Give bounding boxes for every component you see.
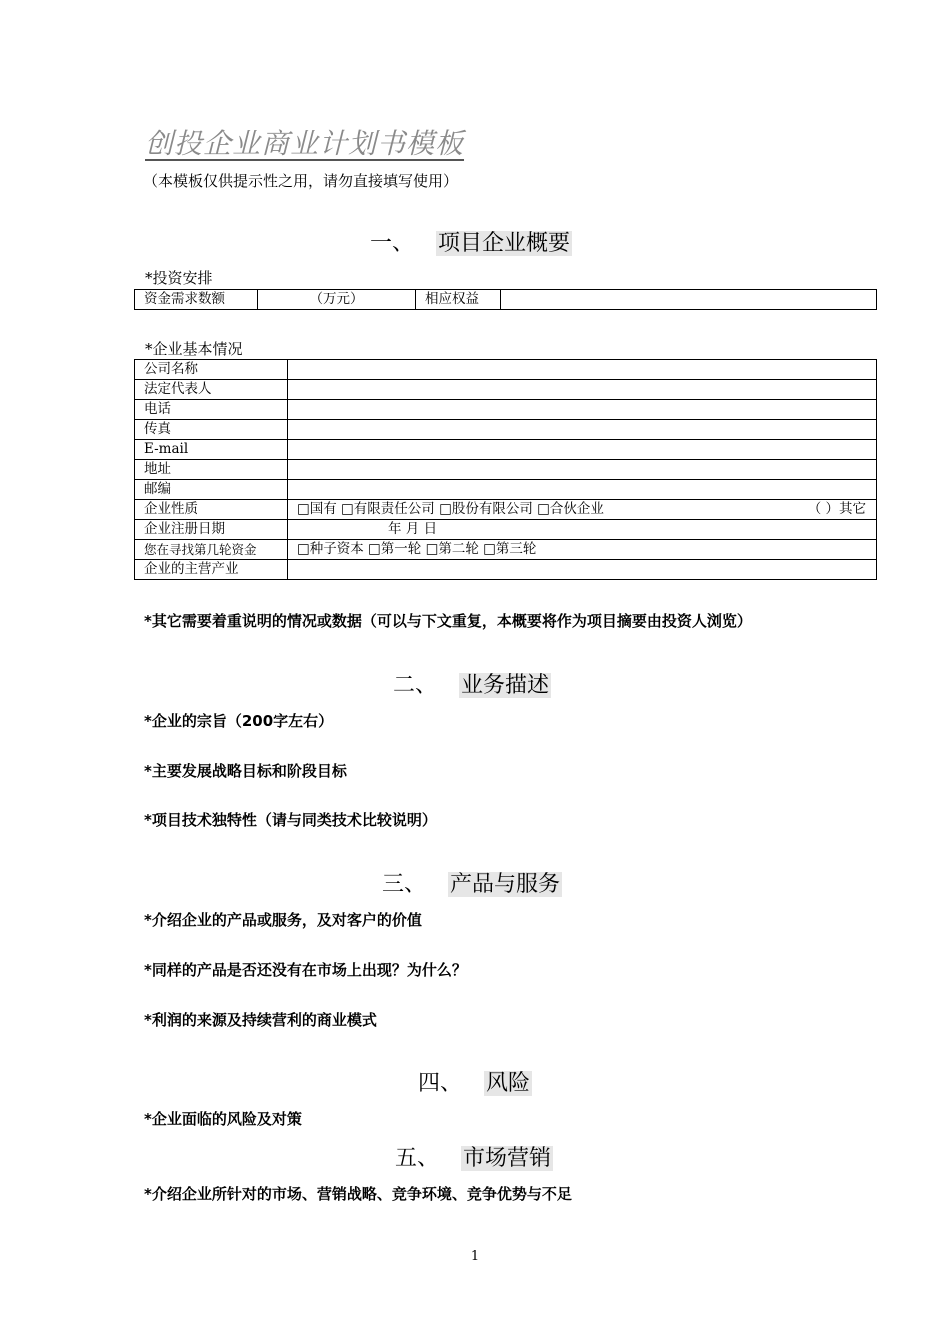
industry-field[interactable] — [288, 560, 877, 580]
email-field[interactable] — [288, 440, 877, 460]
document-title: 创投企业商业计划书模板 — [145, 127, 465, 160]
investment-table — [134, 289, 877, 310]
company-info-label: *企业基本情况 — [145, 340, 243, 358]
table-row — [135, 360, 877, 380]
prompt-item: *介绍企业所针对的市场、营销战略、竞争环境、竞争优势与不足 — [144, 1185, 572, 1203]
table-row — [135, 560, 877, 580]
prompt-item: *主要发展战略目标和阶段目标 — [144, 762, 347, 780]
table-row — [135, 420, 877, 440]
row-label: 邮编 — [135, 480, 288, 500]
legal-rep-field[interactable] — [288, 380, 877, 400]
company-name-field[interactable] — [288, 360, 877, 380]
nature-other-field[interactable]: （ ）其它 — [807, 501, 866, 517]
row-label: 企业注册日期 — [135, 520, 288, 540]
equity-label-cell: 相应权益 — [416, 290, 501, 310]
prompt-item: *利润的来源及持续营利的商业模式 — [144, 1011, 377, 1029]
table-row — [135, 540, 877, 560]
prompt-item: *介绍企业的产品或服务，及对客户的价值 — [144, 911, 422, 929]
prompt-item: *同样的产品是否还没有在市场上出现？为什么？ — [144, 961, 467, 979]
section-number: 四、 — [418, 1071, 463, 1096]
row-label: 传真 — [135, 420, 288, 440]
equity-value-cell[interactable] — [501, 290, 877, 310]
document-subtitle: （本模板仅供提示性之用，请勿直接填写使用） — [143, 172, 459, 190]
page-number: 1 — [470, 1249, 480, 1264]
address-field[interactable] — [288, 460, 877, 480]
section-number: 五、 — [395, 1146, 440, 1171]
table-row — [135, 520, 877, 540]
section-heading-5 — [395, 1141, 553, 1172]
row-label: 您在寻找第几轮资金 — [135, 540, 288, 560]
reg-date-field[interactable]: 年 月 日 — [288, 520, 877, 540]
phone-field[interactable] — [288, 400, 877, 420]
row-label: 企业的主营产业 — [135, 560, 288, 580]
section-heading-4 — [418, 1066, 532, 1097]
prompt-item: *项目技术独特性（请与同类技术比较说明） — [144, 811, 437, 829]
section-title: 产品与服务 — [450, 872, 561, 897]
row-label: 地址 — [135, 460, 288, 480]
row-label: E-mail — [135, 440, 288, 460]
section-number: 三、 — [382, 872, 427, 897]
section-title: 业务描述 — [461, 673, 550, 698]
section-heading-3 — [382, 867, 562, 898]
table-row — [135, 400, 877, 420]
row-label: 公司名称 — [135, 360, 288, 380]
funding-label-cell: 资金需求数额 — [135, 290, 258, 310]
prompt-item: *企业的宗旨（200字左右） — [144, 712, 334, 730]
table-row — [135, 460, 877, 480]
section-title: 项目企业概要 — [438, 231, 571, 256]
table-row — [135, 440, 877, 460]
nature-checkboxes[interactable]: □国有 □有限责任公司 □股份有限公司 □合伙企业 — [297, 501, 604, 517]
funding-value-cell[interactable]: （万元） — [258, 290, 416, 310]
fax-field[interactable] — [288, 420, 877, 440]
row-label: 电话 — [135, 400, 288, 420]
section-heading-2 — [393, 668, 551, 699]
investment-label: *投资安排 — [145, 269, 213, 287]
table-row — [135, 480, 877, 500]
prompt-item: *企业面临的风险及对策 — [144, 1110, 302, 1128]
other-info-prompt: *其它需要着重说明的情况或数据（可以与下文重复，本概要将作为项目摘要由投资人浏览） — [144, 612, 752, 630]
round-options[interactable]: □种子资本 □第一轮 □第二轮 □第三轮 — [288, 540, 877, 560]
company-info-table — [134, 359, 877, 580]
nature-options[interactable] — [288, 500, 877, 520]
section-title: 市场营销 — [463, 1146, 552, 1171]
postcode-field[interactable] — [288, 480, 877, 500]
row-label: 法定代表人 — [135, 380, 288, 400]
section-number: 一、 — [370, 231, 415, 256]
table-row — [135, 500, 877, 520]
table-row — [135, 380, 877, 400]
section-heading-1 — [370, 226, 572, 257]
row-label: 企业性质 — [135, 500, 288, 520]
section-number: 二、 — [393, 673, 438, 698]
section-title: 风险 — [486, 1071, 531, 1096]
